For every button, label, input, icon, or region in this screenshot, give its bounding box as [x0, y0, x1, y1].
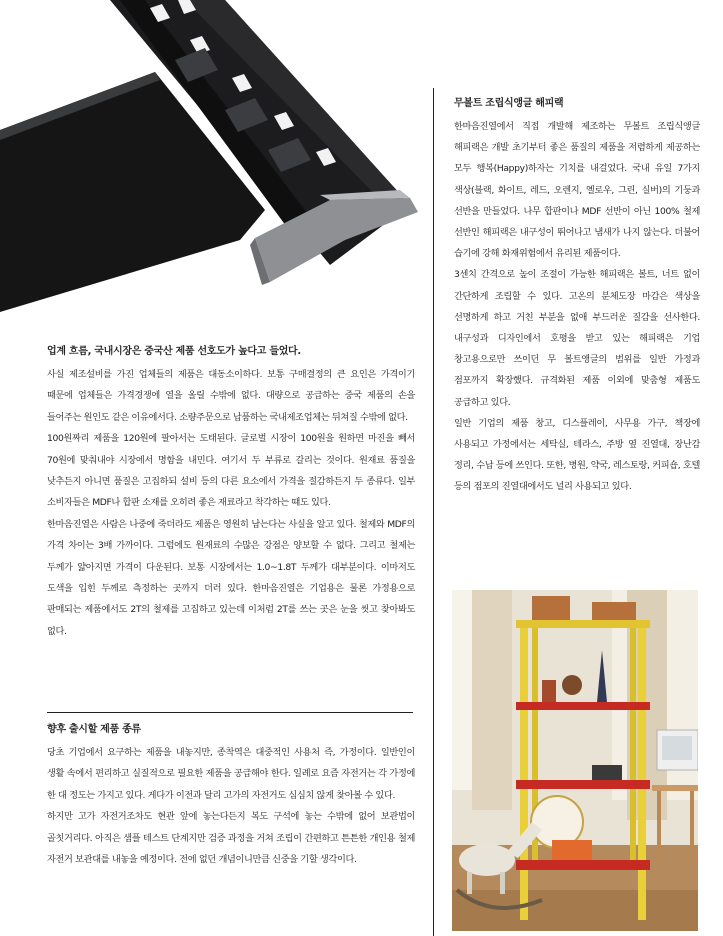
paragraph: 당초 기업에서 요구하는 제품을 내놓지만, 종착역은 대중적인 사용처 즉, 가정이다. 일반인이 생활 속에서 편리하고 실질적으로 필요한 제품을 공급해야 한다. 일례로 요즘 자전거는 각 가정에 한 대 정도는 가지고 있다. 게다가 이전과 달리 고가의 자전거도 심심치 않게 찾아볼 수 있다. — [47, 747, 415, 801]
yellow-rack-room-photo — [452, 590, 698, 931]
paragraph: 3센치 간격으로 높이 조절이 가능한 해피랙은 볼트, 너트 없이 간단하게 조립할 수 있다. 고온의 분체도장 마감은 색상을 선명하게 하고 거친 부분을 없애 부드러운 질감을 선사한다. 내구성과 디자인에서 호평을 받고 있는 해피랙은 기업 창고용으로만 쓰이던 무 볼트앵글의 범위를 일반 가정과 점포까지 확장했다. 규격화된 제품 이외에 맞춤형 제품도 공급하고 있다. — [454, 269, 700, 408]
paragraph: 한마음진열에서 직접 개발해 제조하는 무볼트 조립식앵글 해피랙은 개발 초기부터 좋은 품질의 제품을 저렴하게 제공하는 모두 행복(Happy)하자는 기치를 내걸었다. 국내 유일 7가지 색상(블랙, 화이트, 레드, 오렌지, 옐로우, 그린, 실버)의 기둥과 선반을 만들었다. 나무 합판이나 MDF 선반이 아닌 100% 철제 선반인 해피랙은 내구성이 뛰어나고 냄새가 나지 않는다. 더불어 습기에 강해 화재위험에서 유리된 제품이다. — [454, 121, 700, 260]
left-column — [47, 344, 415, 642]
right-column — [454, 96, 700, 498]
paragraph: 사실 제조설비를 가진 업체들의 제품은 대동소이하다. 보통 구매결정의 큰 요인은 가격이기 때문에 업체들은 가격경쟁에 열을 올릴 수밖에 없다. 대량으로 공급하는 중국 제품의 손을 들어주는 원인도 같은 이유에서다. 소량주문으로 납품하는 국내제조업체는 뒤쳐질 수밖에 없다. — [47, 369, 415, 423]
section-heading-future-products: 향후 출시할 제품 종류 — [47, 724, 141, 735]
column-divider — [433, 88, 434, 936]
black-rack-closeup-photo — [0, 0, 420, 312]
paragraph: 일반 기업의 제품 창고, 디스플레이, 사무용 가구, 책장에 사용되고 가정에서는 세탁실, 테라스, 주방 옆 진열대, 장난감 정리, 수납 등에 쓰인다. 또한, 병원, 약국, 레스토랑, 커피숍, 호텔 등의 점포의 진열대에서도 널리 사용되고 있다. — [454, 417, 700, 493]
section-heading-happyrack: 무볼트 조립식앵글 해피랙 — [454, 98, 564, 109]
section-divider — [47, 712, 413, 713]
section-heading-market: 업계 흐름, 국내시장은 중국산 제품 선호도가 높다고 들었다. — [47, 346, 301, 357]
paragraph: 한마음진열은 사람은 나중에 죽더라도 제품은 영원히 남는다는 사실을 알고 있다. 철제와 MDF의 가격 차이는 3배 가까이다. 그럼에도 원재료의 수많은 강점은 양보할 수 없다. 그리고 철제는 두께가 얇아지면 가격이 다운된다. 보통 시장에서는 1.0~1.8T 두께가 대부분이다. 이마저도 도색을 입힌 두께로 측정하는 곳까지 더러 있다. 한마음진열은 기업용은 물론 가정용으로 판매되는 제품에서도 2T의 철제를 고집하고 있는데 이처럼 2T를 쓰는 곳은 눈을 씻고 찾아봐도 없다. — [47, 518, 415, 637]
left-column-lower — [47, 722, 415, 870]
paragraph: 하지만 고가 자전거조차도 현관 앞에 놓는다든지 복도 구석에 놓는 수밖에 없어 보관법이 골칫거리다. 아직은 샘플 테스트 단계지만 검증 과정을 거쳐 조립이 간편하고 튼튼한 개인용 철제 자전거 보관대를 내놓을 예정이다. 전에 없던 개념이니만큼 신중을 기할 생각이다. — [47, 811, 415, 866]
paragraph: 100원짜리 제품을 120원에 팔아서는 도태된다. 글로벌 시장이 100원을 원하면 마진을 빼서 70원에 맞춰내야 시장에서 명함을 내민다. 여기서 두 부류로 갈리는 것이다. 원재료 품질을 낮추든지 아니면 품질은 고집하되 설비 등의 다른 요소에서 가격을 절감하든지 두 종류다. 일부 소비자들은 MDF나 합판 소재를 오히려 좋은 재료라고 착각하는 때도 있다. — [47, 433, 415, 509]
